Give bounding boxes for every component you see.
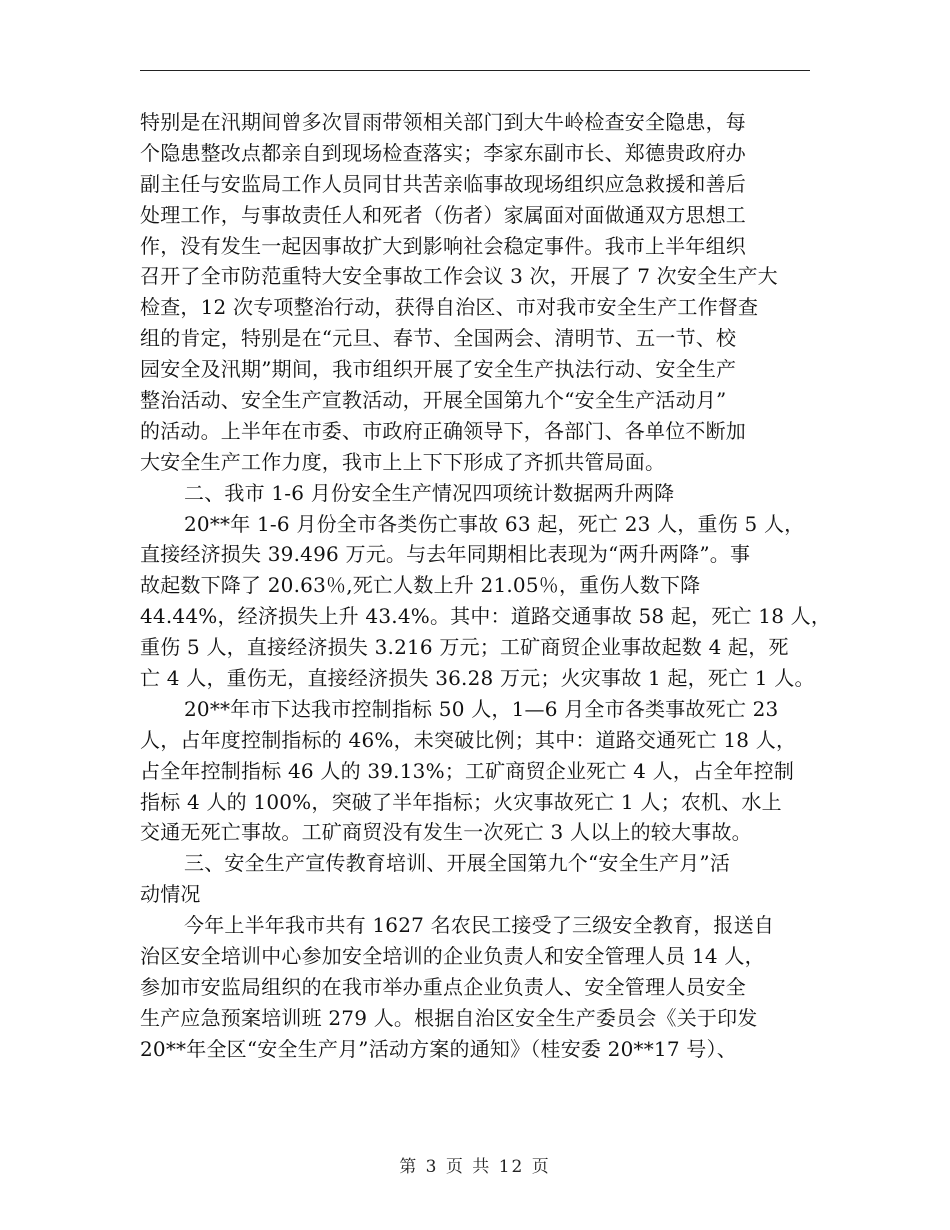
- text-line: 20**年市下达我市控制指标 50 人，1—6 月全市各类事故死亡 23: [184, 696, 779, 721]
- text-line: 个隐患整改点都亲自到现场检查落实；李家东副市长、郑德贵政府办: [140, 140, 746, 165]
- text-line: 组的肯定，特别是在“元旦、春节、全国两会、清明节、五一节、校: [140, 326, 737, 351]
- text-line: 亡 4 人，重伤无，直接经济损失 36.28 万元；火灾事故 1 起，死亡 1 人。: [140, 666, 815, 691]
- document-body: [140, 107, 832, 1065]
- text-line: 副主任与安监局工作人员同甘共苦亲临事故现场组织应急救援和善后: [140, 171, 746, 196]
- text-line: 指标 4 人的 100%，突破了半年指标；火灾事故死亡 1 人；农机、水上: [140, 789, 782, 814]
- text-line: 故起数下降了 20.63％,死亡人数上升 21.05％，重伤人数下降: [140, 573, 701, 598]
- page-number: 第 3 页 共 12 页: [399, 1157, 551, 1177]
- text-line: 整治活动、安全生产宣教活动，开展全国第九个“安全生产活动月”: [140, 388, 727, 413]
- text-line: 20**年全区“安全生产月”活动方案的通知》（桂安委 20**17 号）、: [140, 1036, 737, 1061]
- text-line: 的活动。上半年在市委、市政府正确领导下，各部门、各单位不断加: [140, 418, 746, 443]
- text-line: 园安全及汛期”期间，我市组织开展了安全生产执法行动、安全生产: [140, 357, 737, 382]
- text-line: 处理工作，与事故责任人和死者（伤者）家属面对面做通双方思想工: [140, 202, 746, 227]
- text-line: 20**年 1-6 月份全市各类伤亡事故 63 起，死亡 23 人，重伤 5 人，: [184, 511, 805, 536]
- text-line: 生产应急预案培训班 279 人。根据自治区安全生产委员会《关于印发: [140, 1005, 758, 1030]
- text-line: 特别是在汛期间曾多次冒雨带领相关部门到大牛岭检查安全隐患，每: [140, 110, 746, 134]
- text-line: 召开了全市防范重特大安全事故工作会议 3 次，开展了 7 次安全生产大: [140, 264, 778, 289]
- text-line: 44.44%，经济损失上升 43.4%。其中：道路交通事故 58 起，死亡 18 人，: [140, 604, 832, 629]
- text-line: 动情况: [140, 882, 201, 907]
- text-line: 检查，12 次专项整治行动，获得自治区、市对我市安全生产工作督查: [140, 295, 759, 320]
- header-rule: [140, 70, 810, 71]
- text-line: 重伤 5 人，直接经济损失 3.216 万元；工矿商贸企业事故起数 4 起，死: [140, 635, 789, 660]
- text-line: 二、我市 1-6 月份安全生产情况四项统计数据两升两降: [184, 480, 675, 505]
- text-line: 直接经济损失 39.496 万元。与去年同期相比表现为“两升两降”。事: [140, 542, 751, 567]
- text-line: 作，没有发生一起因事故扩大到影响社会稳定事件。我市上半年组织: [140, 233, 746, 258]
- text-line: 参加市安监局组织的在我市举办重点企业负责人、安全管理人员安全: [140, 974, 746, 999]
- text-line: 三、安全生产宣传教育培训、开展全国第九个“安全生产月”活: [184, 851, 731, 876]
- text-line: 交通无死亡事故。工矿商贸没有发生一次死亡 3 人以上的较大事故。: [140, 820, 752, 845]
- text-line: 治区安全培训中心参加安全培训的企业负责人和安全管理人员 14 人，: [140, 944, 765, 969]
- text-line: 占全年控制指标 46 人的 39.13%；工矿商贸企业死亡 4 人，占全年控制: [140, 758, 795, 783]
- text-line: 今年上半年我市共有 1627 名农民工接受了三级安全教育，报送自: [184, 913, 775, 938]
- text-line: 人，占年度控制指标的 46%，未突破比例；其中：道路交通死亡 18 人，: [140, 727, 797, 752]
- text-line: 大安全生产工作力度，我市上上下下形成了齐抓共管局面。: [140, 449, 666, 474]
